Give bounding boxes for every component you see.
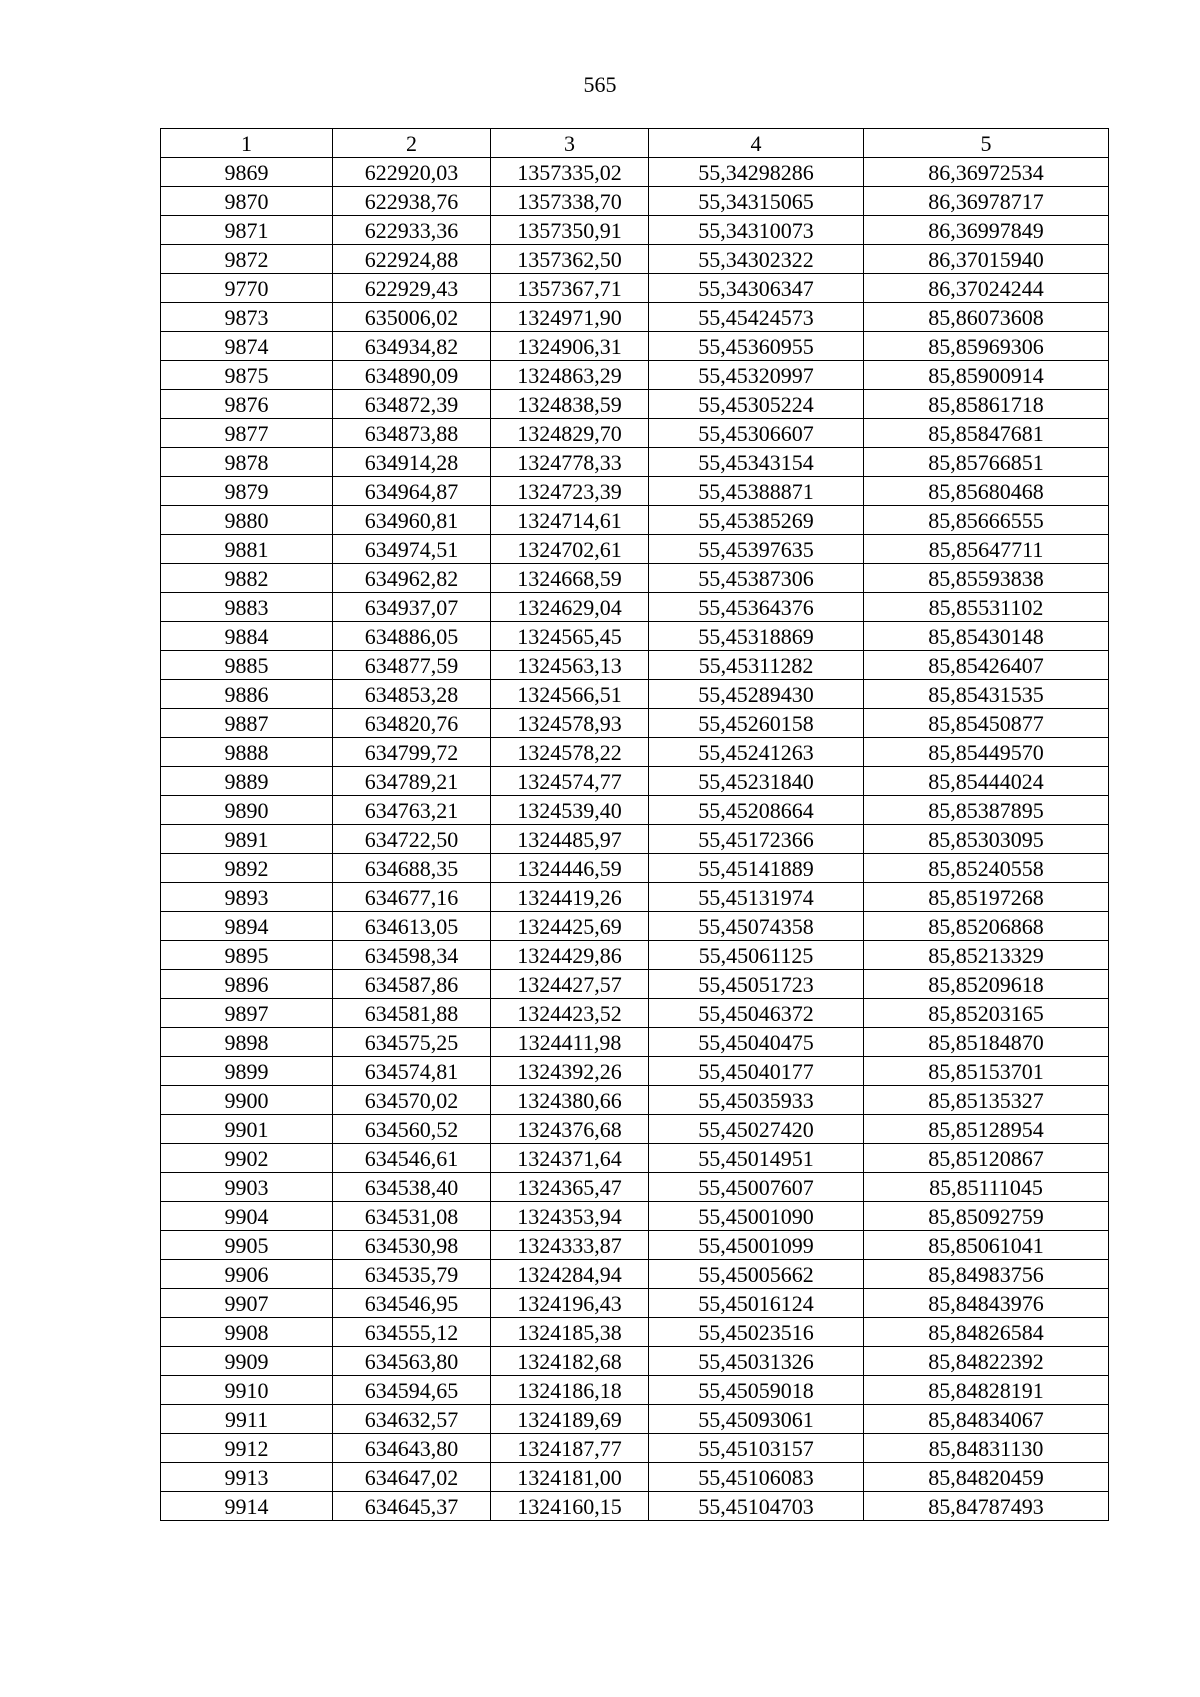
- table-cell: 9882: [161, 564, 333, 593]
- table-row: [161, 1028, 1109, 1057]
- table-cell: 634722,50: [333, 825, 491, 854]
- table-cell: 622924,88: [333, 245, 491, 274]
- table-cell: 1357335,02: [491, 158, 649, 187]
- table-row: [161, 1463, 1109, 1492]
- table-cell: 1324353,94: [491, 1202, 649, 1231]
- table-cell: 9881: [161, 535, 333, 564]
- table-cell: 634873,88: [333, 419, 491, 448]
- table-row: [161, 1405, 1109, 1434]
- table-cell: 9910: [161, 1376, 333, 1405]
- table-cell: 55,45311282: [649, 651, 864, 680]
- table-cell: 85,85847681: [864, 419, 1109, 448]
- table-cell: 1357350,91: [491, 216, 649, 245]
- table-row: [161, 854, 1109, 883]
- table-row: [161, 738, 1109, 767]
- table-cell: 55,45061125: [649, 941, 864, 970]
- table-cell: 55,34310073: [649, 216, 864, 245]
- table-cell: 55,45031326: [649, 1347, 864, 1376]
- table-cell: 9877: [161, 419, 333, 448]
- table-cell: 1324668,59: [491, 564, 649, 593]
- table-cell: 622920,03: [333, 158, 491, 187]
- table-row: [161, 1231, 1109, 1260]
- table-cell: 9906: [161, 1260, 333, 1289]
- table-cell: 85,85213329: [864, 941, 1109, 970]
- table-cell: 634872,39: [333, 390, 491, 419]
- table-cell: 634560,52: [333, 1115, 491, 1144]
- table-row: [161, 651, 1109, 680]
- table-cell: 85,85387895: [864, 796, 1109, 825]
- table-row: [161, 1347, 1109, 1376]
- table-cell: 85,84820459: [864, 1463, 1109, 1492]
- table-cell: 55,45241263: [649, 738, 864, 767]
- table-cell: 1324189,69: [491, 1405, 649, 1434]
- table-cell: 55,45260158: [649, 709, 864, 738]
- table-cell: 55,45231840: [649, 767, 864, 796]
- table-row: [161, 535, 1109, 564]
- table-cell: 9889: [161, 767, 333, 796]
- table-row: [161, 564, 1109, 593]
- table-cell: 634914,28: [333, 448, 491, 477]
- table-cell: 9879: [161, 477, 333, 506]
- table-cell: 634530,98: [333, 1231, 491, 1260]
- table-cell: 634581,88: [333, 999, 491, 1028]
- table-cell: 634535,79: [333, 1260, 491, 1289]
- table-cell: 55,45040475: [649, 1028, 864, 1057]
- table-cell: 634964,87: [333, 477, 491, 506]
- table-cell: 1324971,90: [491, 303, 649, 332]
- table-cell: 9903: [161, 1173, 333, 1202]
- table-cell: 1324182,68: [491, 1347, 649, 1376]
- table-cell: 1324365,47: [491, 1173, 649, 1202]
- table-cell: 9880: [161, 506, 333, 535]
- table-cell: 9890: [161, 796, 333, 825]
- table-row: [161, 680, 1109, 709]
- table-cell: 1324376,68: [491, 1115, 649, 1144]
- table-cell: 1324906,31: [491, 332, 649, 361]
- table-cell: 9884: [161, 622, 333, 651]
- table-row: [161, 1376, 1109, 1405]
- table-cell: 1324392,26: [491, 1057, 649, 1086]
- table-cell: 9904: [161, 1202, 333, 1231]
- table-cell: 634934,82: [333, 332, 491, 361]
- table-cell: 85,85680468: [864, 477, 1109, 506]
- table-cell: 1324629,04: [491, 593, 649, 622]
- table-cell: 55,45007607: [649, 1173, 864, 1202]
- table-cell: 635006,02: [333, 303, 491, 332]
- table-cell: 1324863,29: [491, 361, 649, 390]
- table-cell: 85,85593838: [864, 564, 1109, 593]
- table-cell: 1324419,26: [491, 883, 649, 912]
- table-cell: 1324181,00: [491, 1463, 649, 1492]
- table-cell: 1324333,87: [491, 1231, 649, 1260]
- table-cell: 85,85449570: [864, 738, 1109, 767]
- table-row: [161, 303, 1109, 332]
- column-header: 1: [161, 129, 333, 158]
- table-cell: 9871: [161, 216, 333, 245]
- table-header: [161, 129, 1109, 158]
- table-row: [161, 245, 1109, 274]
- table-cell: 55,45035933: [649, 1086, 864, 1115]
- table-cell: 85,85431535: [864, 680, 1109, 709]
- table-cell: 634853,28: [333, 680, 491, 709]
- table-row: [161, 158, 1109, 187]
- table-cell: 9908: [161, 1318, 333, 1347]
- table-cell: 86,36978717: [864, 187, 1109, 216]
- table-cell: 85,84822392: [864, 1347, 1109, 1376]
- table-cell: 634677,16: [333, 883, 491, 912]
- table-cell: 1324563,13: [491, 651, 649, 680]
- table-cell: 1324578,22: [491, 738, 649, 767]
- table-cell: 1324702,61: [491, 535, 649, 564]
- table-row: [161, 1492, 1109, 1521]
- table-row: [161, 448, 1109, 477]
- table-cell: 85,85061041: [864, 1231, 1109, 1260]
- table-cell: 1324566,51: [491, 680, 649, 709]
- table-cell: 634587,86: [333, 970, 491, 999]
- table-cell: 634688,35: [333, 854, 491, 883]
- table-cell: 634594,65: [333, 1376, 491, 1405]
- table-cell: 1324427,57: [491, 970, 649, 999]
- table-cell: 55,45343154: [649, 448, 864, 477]
- table-row: [161, 709, 1109, 738]
- table-cell: 634799,72: [333, 738, 491, 767]
- table-cell: 622929,43: [333, 274, 491, 303]
- table-cell: 85,85531102: [864, 593, 1109, 622]
- table-cell: 634763,21: [333, 796, 491, 825]
- table-cell: 85,85450877: [864, 709, 1109, 738]
- table-cell: 1324485,97: [491, 825, 649, 854]
- table-cell: 1324423,52: [491, 999, 649, 1028]
- table-row: [161, 1173, 1109, 1202]
- table-row: [161, 1115, 1109, 1144]
- table-cell: 55,45074358: [649, 912, 864, 941]
- table-cell: 9873: [161, 303, 333, 332]
- table-cell: 85,85111045: [864, 1173, 1109, 1202]
- header-row: [161, 129, 1109, 158]
- column-header: 4: [649, 129, 864, 158]
- column-header: 5: [864, 129, 1109, 158]
- table-cell: 9874: [161, 332, 333, 361]
- table-row: [161, 883, 1109, 912]
- table-cell: 9911: [161, 1405, 333, 1434]
- table-cell: 1357362,50: [491, 245, 649, 274]
- table-cell: 634645,37: [333, 1492, 491, 1521]
- table-cell: 86,36972534: [864, 158, 1109, 187]
- table-cell: 9913: [161, 1463, 333, 1492]
- table-cell: 55,45014951: [649, 1144, 864, 1173]
- table-row: [161, 796, 1109, 825]
- table-cell: 9892: [161, 854, 333, 883]
- table-cell: 1324371,64: [491, 1144, 649, 1173]
- table-cell: 85,84983756: [864, 1260, 1109, 1289]
- table-cell: 85,85766851: [864, 448, 1109, 477]
- table-cell: 634575,25: [333, 1028, 491, 1057]
- table-row: [161, 999, 1109, 1028]
- table-row: [161, 361, 1109, 390]
- table-cell: 1357338,70: [491, 187, 649, 216]
- table-cell: 9898: [161, 1028, 333, 1057]
- table-cell: 1357367,71: [491, 274, 649, 303]
- table-cell: 55,45306607: [649, 419, 864, 448]
- table-cell: 55,45385269: [649, 506, 864, 535]
- table-cell: 55,45046372: [649, 999, 864, 1028]
- table-cell: 634962,82: [333, 564, 491, 593]
- table-row: [161, 216, 1109, 245]
- table-row: [161, 1318, 1109, 1347]
- table-cell: 55,45387306: [649, 564, 864, 593]
- table-cell: 1324380,66: [491, 1086, 649, 1115]
- table-cell: 55,45305224: [649, 390, 864, 419]
- table-cell: 9899: [161, 1057, 333, 1086]
- table-row: [161, 1260, 1109, 1289]
- table-cell: 85,85092759: [864, 1202, 1109, 1231]
- table-cell: 634647,02: [333, 1463, 491, 1492]
- table-cell: 55,45051723: [649, 970, 864, 999]
- table-cell: 1324446,59: [491, 854, 649, 883]
- table-cell: 9902: [161, 1144, 333, 1173]
- table-row: [161, 506, 1109, 535]
- table-cell: 634538,40: [333, 1173, 491, 1202]
- table-cell: 9914: [161, 1492, 333, 1521]
- table-cell: 634643,80: [333, 1434, 491, 1463]
- table-row: [161, 825, 1109, 854]
- table-cell: 85,85969306: [864, 332, 1109, 361]
- table-cell: 9895: [161, 941, 333, 970]
- table-cell: 9894: [161, 912, 333, 941]
- table-cell: 1324187,77: [491, 1434, 649, 1463]
- table-cell: 9872: [161, 245, 333, 274]
- table-cell: 634937,07: [333, 593, 491, 622]
- table-cell: 1324425,69: [491, 912, 649, 941]
- table-cell: 634531,08: [333, 1202, 491, 1231]
- table-cell: 634555,12: [333, 1318, 491, 1347]
- table-cell: 9883: [161, 593, 333, 622]
- table-cell: 85,85203165: [864, 999, 1109, 1028]
- table-cell: 9869: [161, 158, 333, 187]
- table-cell: 55,45397635: [649, 535, 864, 564]
- table-cell: 634820,76: [333, 709, 491, 738]
- table-cell: 55,45320997: [649, 361, 864, 390]
- table-cell: 55,45104703: [649, 1492, 864, 1521]
- table-row: [161, 1289, 1109, 1318]
- table-cell: 55,45388871: [649, 477, 864, 506]
- table-cell: 1324838,59: [491, 390, 649, 419]
- table-cell: 85,86073608: [864, 303, 1109, 332]
- table-cell: 634886,05: [333, 622, 491, 651]
- table-cell: 1324196,43: [491, 1289, 649, 1318]
- table-cell: 55,45103157: [649, 1434, 864, 1463]
- table-cell: 55,34298286: [649, 158, 864, 187]
- table-cell: 85,85206868: [864, 912, 1109, 941]
- table-cell: 85,84826584: [864, 1318, 1109, 1347]
- table-row: [161, 1057, 1109, 1086]
- column-header: 3: [491, 129, 649, 158]
- table-cell: 9770: [161, 274, 333, 303]
- table-cell: 634613,05: [333, 912, 491, 941]
- table-row: [161, 1086, 1109, 1115]
- table-row: [161, 1434, 1109, 1463]
- table-cell: 55,45424573: [649, 303, 864, 332]
- table-cell: 85,85666555: [864, 506, 1109, 535]
- table-cell: 9907: [161, 1289, 333, 1318]
- table-row: [161, 622, 1109, 651]
- table-cell: 55,45027420: [649, 1115, 864, 1144]
- table-cell: 634632,57: [333, 1405, 491, 1434]
- table-body: [161, 158, 1109, 1521]
- table-cell: 1324574,77: [491, 767, 649, 796]
- table-cell: 634960,81: [333, 506, 491, 535]
- table-cell: 9896: [161, 970, 333, 999]
- table-cell: 1324411,98: [491, 1028, 649, 1057]
- table-cell: 634546,61: [333, 1144, 491, 1173]
- table-cell: 634890,09: [333, 361, 491, 390]
- table-cell: 55,45016124: [649, 1289, 864, 1318]
- table-row: [161, 187, 1109, 216]
- table-row: [161, 1144, 1109, 1173]
- column-header: 2: [333, 129, 491, 158]
- table-cell: 55,34315065: [649, 187, 864, 216]
- table-cell: 85,85647711: [864, 535, 1109, 564]
- table-cell: 622933,36: [333, 216, 491, 245]
- table-cell: 55,45040177: [649, 1057, 864, 1086]
- table-cell: 9876: [161, 390, 333, 419]
- table-cell: 86,37024244: [864, 274, 1109, 303]
- table-cell: 9888: [161, 738, 333, 767]
- table-cell: 1324185,38: [491, 1318, 649, 1347]
- table-cell: 85,85861718: [864, 390, 1109, 419]
- table-cell: 1324723,39: [491, 477, 649, 506]
- table-cell: 85,85153701: [864, 1057, 1109, 1086]
- table-cell: 86,37015940: [864, 245, 1109, 274]
- table-cell: 634546,95: [333, 1289, 491, 1318]
- table-cell: 634563,80: [333, 1347, 491, 1376]
- table-cell: 9885: [161, 651, 333, 680]
- table-cell: 85,85303095: [864, 825, 1109, 854]
- table-cell: 1324578,93: [491, 709, 649, 738]
- table-cell: 1324160,15: [491, 1492, 649, 1521]
- table-cell: 9901: [161, 1115, 333, 1144]
- table-cell: 85,84787493: [864, 1492, 1109, 1521]
- table-cell: 634974,51: [333, 535, 491, 564]
- table-cell: 55,45001090: [649, 1202, 864, 1231]
- table-cell: 1324778,33: [491, 448, 649, 477]
- table-cell: 9912: [161, 1434, 333, 1463]
- table-cell: 9891: [161, 825, 333, 854]
- table-cell: 9886: [161, 680, 333, 709]
- table-cell: 55,45364376: [649, 593, 864, 622]
- table-cell: 55,45141889: [649, 854, 864, 883]
- table-cell: 9893: [161, 883, 333, 912]
- table-cell: 55,45131974: [649, 883, 864, 912]
- table-row: [161, 970, 1109, 999]
- table-cell: 55,34306347: [649, 274, 864, 303]
- table-row: [161, 419, 1109, 448]
- table-cell: 55,45023516: [649, 1318, 864, 1347]
- table-cell: 9887: [161, 709, 333, 738]
- table-cell: 9900: [161, 1086, 333, 1115]
- table-cell: 55,45059018: [649, 1376, 864, 1405]
- table-cell: 55,45318869: [649, 622, 864, 651]
- table-cell: 9878: [161, 448, 333, 477]
- table-cell: 1324429,86: [491, 941, 649, 970]
- table-cell: 9905: [161, 1231, 333, 1260]
- table-cell: 85,85128954: [864, 1115, 1109, 1144]
- table-cell: 634598,34: [333, 941, 491, 970]
- table-cell: 85,85197268: [864, 883, 1109, 912]
- table-cell: 9897: [161, 999, 333, 1028]
- table-cell: 55,45001099: [649, 1231, 864, 1260]
- table-cell: 85,84834067: [864, 1405, 1109, 1434]
- table-cell: 634570,02: [333, 1086, 491, 1115]
- table-cell: 1324829,70: [491, 419, 649, 448]
- table-cell: 1324284,94: [491, 1260, 649, 1289]
- table-cell: 85,85900914: [864, 361, 1109, 390]
- table-cell: 55,45005662: [649, 1260, 864, 1289]
- table-cell: 1324714,61: [491, 506, 649, 535]
- table-cell: 85,85430148: [864, 622, 1109, 651]
- table-cell: 85,84843976: [864, 1289, 1109, 1318]
- table-cell: 634789,21: [333, 767, 491, 796]
- table-row: [161, 912, 1109, 941]
- table-cell: 55,45208664: [649, 796, 864, 825]
- table-cell: 1324539,40: [491, 796, 649, 825]
- table-row: [161, 593, 1109, 622]
- table-cell: 85,85240558: [864, 854, 1109, 883]
- table-cell: 85,85184870: [864, 1028, 1109, 1057]
- table-row: [161, 274, 1109, 303]
- table-cell: 634574,81: [333, 1057, 491, 1086]
- table-row: [161, 941, 1109, 970]
- table-cell: 1324186,18: [491, 1376, 649, 1405]
- table-cell: 55,45289430: [649, 680, 864, 709]
- table-cell: 85,85209618: [864, 970, 1109, 999]
- table-row: [161, 767, 1109, 796]
- table-cell: 634877,59: [333, 651, 491, 680]
- table-row: [161, 1202, 1109, 1231]
- table-cell: 85,84831130: [864, 1434, 1109, 1463]
- table-cell: 9870: [161, 187, 333, 216]
- table-cell: 55,45360955: [649, 332, 864, 361]
- table-cell: 9875: [161, 361, 333, 390]
- table-cell: 622938,76: [333, 187, 491, 216]
- table-cell: 85,84828191: [864, 1376, 1109, 1405]
- table-cell: 85,85120867: [864, 1144, 1109, 1173]
- table-cell: 55,34302322: [649, 245, 864, 274]
- table-cell: 85,85135327: [864, 1086, 1109, 1115]
- table-cell: 1324565,45: [491, 622, 649, 651]
- table-cell: 55,45093061: [649, 1405, 864, 1434]
- table-row: [161, 477, 1109, 506]
- table-cell: 9909: [161, 1347, 333, 1376]
- table-row: [161, 390, 1109, 419]
- table-cell: 55,45172366: [649, 825, 864, 854]
- page-number: 565: [583, 72, 617, 97]
- table-row: [161, 332, 1109, 361]
- table-cell: 85,85426407: [864, 651, 1109, 680]
- table-cell: 55,45106083: [649, 1463, 864, 1492]
- table-cell: 85,85444024: [864, 767, 1109, 796]
- table-cell: 86,36997849: [864, 216, 1109, 245]
- coordinates-table: [160, 128, 1109, 1521]
